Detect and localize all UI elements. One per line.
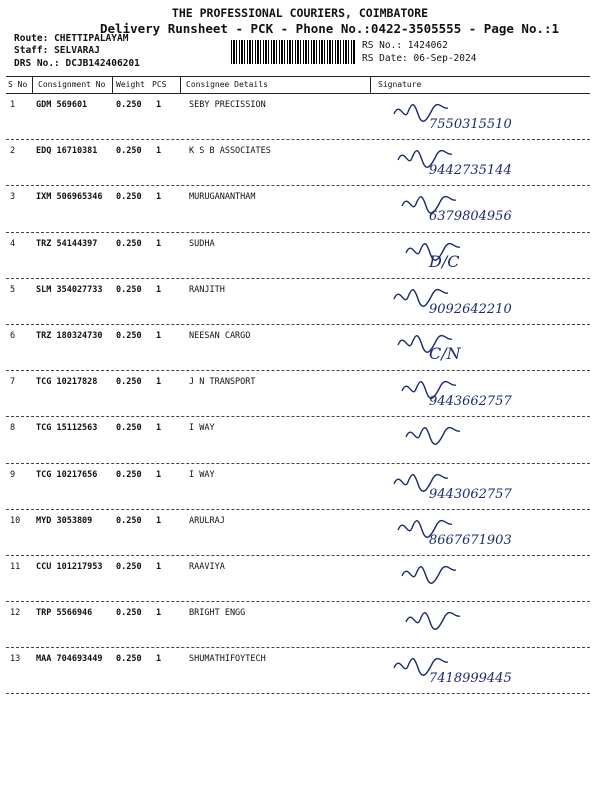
staff-label: Staff: [14, 45, 49, 56]
signature-cell [374, 327, 590, 368]
weight-value: 0.250 [116, 608, 142, 619]
table-row [6, 94, 590, 140]
rs-no-value: 1424062 [407, 40, 448, 51]
weight-value: 0.250 [116, 238, 142, 249]
staff-value: SELVARAJ [54, 45, 100, 56]
pieces-value: 1 [156, 284, 162, 295]
signature-cell [374, 373, 590, 414]
table-row [6, 186, 590, 232]
signature-phone-text: 7418999445 [429, 671, 512, 687]
serial-number: 8 [10, 423, 16, 434]
company-title: THE PROFESSIONAL COURIERS, COIMBATORE [171, 6, 429, 20]
signature-phone-text: 9443062757 [429, 486, 512, 502]
serial-number: 1 [10, 100, 16, 110]
consignee-name: I WAY [189, 469, 215, 480]
col-pcs: PCS [152, 80, 167, 89]
signature-phone-text: 7550315510 [429, 117, 512, 132]
table-row [6, 371, 590, 417]
consignee-name: MURUGANANTHAM [189, 192, 256, 203]
weight-value: 0.250 [116, 100, 142, 110]
pieces-value: 1 [156, 515, 162, 526]
weight-value: 0.250 [116, 423, 142, 434]
consignee-name: SHUMATHIFOYTECH [189, 654, 266, 665]
consignment-number: TRZ 54144397 [36, 238, 98, 249]
weight-value: 0.250 [116, 654, 142, 665]
table-header [6, 76, 590, 94]
pieces-value: 1 [156, 561, 162, 572]
signature-phone-text: C/N [429, 343, 461, 363]
table-row [6, 510, 590, 556]
signature-cell [374, 604, 590, 645]
consignee-name: BRIGHT ENGG [189, 608, 246, 619]
consignment-number: SLM 354027733 [36, 284, 103, 295]
consignee-name: SEBY PRECISSION [189, 100, 266, 110]
handwritten-signature [374, 142, 590, 183]
consignment-number: EDQ 16710381 [36, 146, 98, 157]
table-row [6, 648, 590, 694]
signature-cell [374, 96, 590, 137]
pieces-value: 1 [156, 377, 162, 388]
serial-number: 4 [10, 238, 16, 249]
pieces-value: 1 [156, 423, 162, 434]
pieces-value: 1 [156, 192, 162, 203]
consignment-number: CCU 101217953 [36, 561, 103, 572]
serial-number: 3 [10, 192, 16, 203]
handwritten-signature [374, 188, 590, 229]
weight-value: 0.250 [116, 284, 142, 295]
consignment-number: IXM 506965346 [36, 192, 103, 203]
consignee-name: RAAVIYA [189, 561, 225, 572]
serial-number: 11 [10, 561, 21, 572]
handwritten-signature [374, 327, 590, 368]
pieces-value: 1 [156, 146, 162, 157]
pieces-value: 1 [156, 238, 162, 249]
rs-no-line [362, 40, 448, 51]
signature-cell [374, 142, 590, 183]
handwritten-signature [374, 373, 590, 414]
consignment-number: TCG 10217656 [36, 469, 98, 480]
weight-value: 0.250 [116, 330, 142, 341]
table-row [6, 325, 590, 371]
consignee-name: J N TRANSPORT [189, 377, 256, 388]
table-row [6, 556, 590, 602]
table-row [6, 602, 590, 648]
handwritten-signature [374, 558, 590, 599]
signature-cell [374, 650, 590, 691]
pieces-value: 1 [156, 654, 162, 665]
serial-number: 7 [10, 377, 16, 388]
handwritten-signature [374, 419, 590, 460]
serial-number: 13 [10, 654, 21, 665]
table-body [6, 94, 590, 694]
barcode-image [231, 40, 355, 64]
weight-value: 0.250 [116, 192, 142, 203]
signature-phone-text: 9092642210 [429, 301, 512, 317]
runsheet-title: Delivery Runsheet - PCK - Phone No.:0422-3505555 - Page No.:1 [100, 21, 560, 36]
rs-date-line [362, 53, 476, 64]
table-row [6, 279, 590, 325]
signature-cell [374, 419, 590, 460]
handwritten-signature [374, 466, 590, 507]
col-consignment: Consignment No [38, 80, 106, 89]
pieces-value: 1 [156, 330, 162, 341]
consignment-number: TRZ 180324730 [36, 330, 103, 341]
serial-number: 9 [10, 469, 16, 480]
route-value: CHETTIPALAYAM [54, 33, 129, 44]
consignment-number: TCG 15112563 [36, 423, 98, 434]
rs-date-value: 06-Sep-2024 [413, 53, 477, 64]
serial-number: 12 [10, 608, 21, 619]
table-row [6, 417, 590, 463]
serial-number: 2 [10, 146, 16, 157]
signature-cell [374, 512, 590, 553]
signature-phone-text: D/C [429, 251, 460, 271]
col-sno: S No [8, 80, 28, 89]
signature-phone-text: 6379804956 [429, 209, 512, 225]
handwritten-signature [374, 96, 590, 137]
weight-value: 0.250 [116, 561, 142, 572]
rs-no-label: RS No.: [362, 40, 403, 51]
signature-phone-text: 9442735144 [429, 163, 512, 179]
route-label: Route: [14, 33, 49, 44]
consignee-name: K S B ASSOCIATES [189, 146, 271, 157]
runsheet-table [6, 76, 590, 694]
consignee-name: SUDHA [189, 238, 215, 249]
pieces-value: 1 [156, 100, 162, 110]
col-weight: Weight [116, 80, 145, 89]
col-signature: Signature [378, 80, 422, 89]
staff-line [14, 45, 100, 56]
signature-cell [374, 281, 590, 322]
handwritten-signature [374, 235, 590, 276]
pieces-value: 1 [156, 469, 162, 480]
signature-cell [374, 466, 590, 507]
drs-label: DRS No.: [14, 58, 60, 69]
consignment-number: MYD 3053809 [36, 515, 93, 526]
handwritten-signature [374, 512, 590, 553]
consignee-name: ARULRAJ [189, 515, 225, 526]
drs-line [14, 58, 140, 69]
rs-date-label: RS Date: [362, 53, 408, 64]
table-row [6, 233, 590, 279]
weight-value: 0.250 [116, 377, 142, 388]
weight-value: 0.250 [116, 515, 142, 526]
pieces-value: 1 [156, 608, 162, 619]
serial-number: 10 [10, 515, 21, 526]
signature-phone-text: 9443662757 [429, 394, 512, 410]
consignment-number: TCG 10217828 [36, 377, 98, 388]
col-consignee: Consignee Details [186, 80, 268, 89]
handwritten-signature [374, 604, 590, 645]
signature-cell [374, 235, 590, 276]
weight-value: 0.250 [116, 146, 142, 157]
serial-number: 6 [10, 330, 16, 341]
consignment-number: MAA 704693449 [36, 654, 103, 665]
table-row [6, 464, 590, 510]
consignment-number: TRP 5566946 [36, 608, 93, 619]
handwritten-signature [374, 650, 590, 691]
handwritten-signature [374, 281, 590, 322]
drs-value: DCJB142406201 [65, 58, 140, 69]
signature-cell [374, 558, 590, 599]
consignee-name: NEESAN CARGO [189, 330, 251, 341]
serial-number: 5 [10, 284, 16, 295]
table-row [6, 140, 590, 186]
signature-cell [374, 188, 590, 229]
signature-phone-text: 8667671903 [429, 532, 512, 548]
consignee-name: RANJITH [189, 284, 225, 295]
consignee-name: I WAY [189, 423, 215, 434]
route-line [14, 33, 128, 44]
consignment-number: GDM 569601 [36, 100, 88, 110]
weight-value: 0.250 [116, 469, 142, 480]
